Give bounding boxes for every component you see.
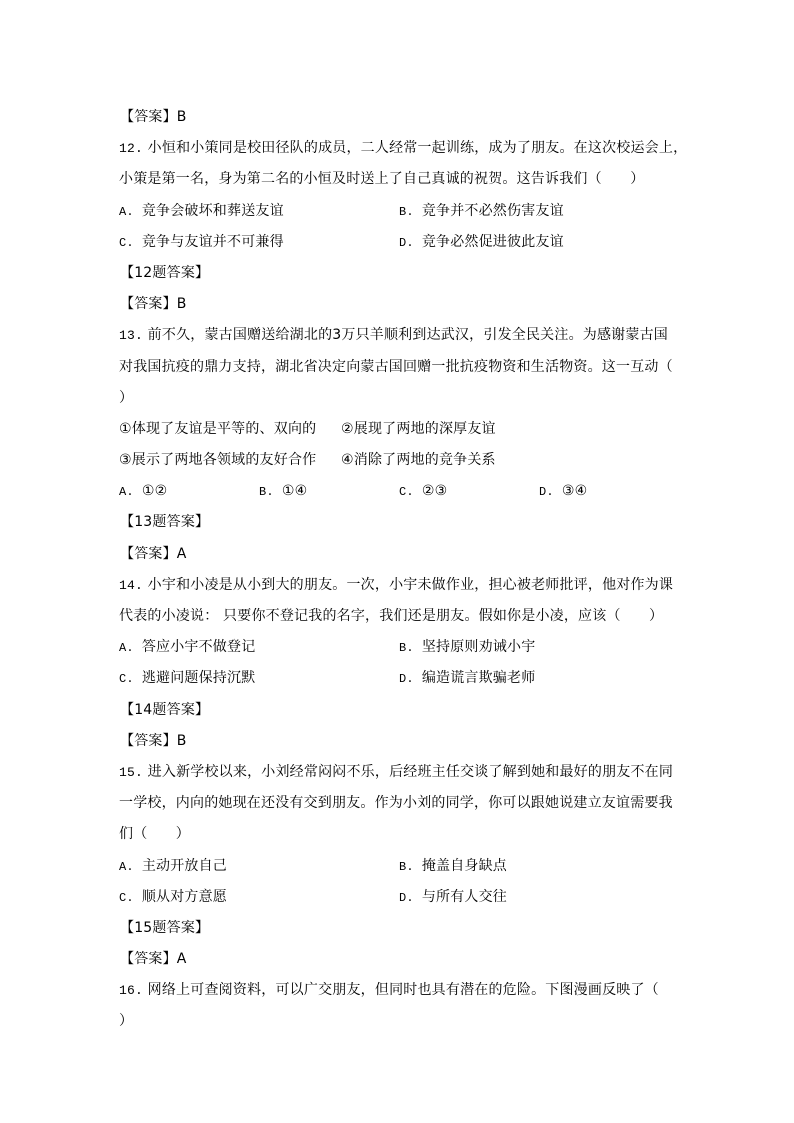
question-14 xyxy=(119,570,679,757)
question-15 xyxy=(119,757,679,975)
option-a: A. ①② xyxy=(119,483,168,500)
statement-row xyxy=(119,414,679,445)
option-a: A. 竞争会破坏和葬送友谊 xyxy=(119,202,284,219)
option-b: B. 竞争并不必然伤害友谊 xyxy=(399,202,564,219)
question-number: 12. xyxy=(119,141,144,157)
question-stem-line xyxy=(119,133,688,164)
question-12 xyxy=(119,133,688,320)
answer-line: 【答案】A xyxy=(120,545,187,562)
question-stem-line xyxy=(119,570,679,601)
option-row xyxy=(119,227,679,258)
question-16 xyxy=(119,975,679,1037)
answer-line: 【答案】A xyxy=(120,951,187,968)
question-stem-line xyxy=(119,757,679,788)
question-stem-line: 代表的小凌说： 只要你不登记我的名字，我们还是朋友。假如你是小凌，应该（ ） xyxy=(119,608,664,624)
question-stem-line xyxy=(119,975,679,1006)
question-stem-line: 小策是第一名，身为第二名的小恒及时送上了自己真诚的祝贺。这告诉我们（ ） xyxy=(119,171,645,188)
option-b: B. 坚持原则劝诫小宇 xyxy=(399,639,536,656)
question-13 xyxy=(119,320,679,570)
question-stem-line: 一学校，内向的她现在还没有交到朋友。作为小刘的同学，你可以跟她说建立友谊需要我 xyxy=(119,795,673,812)
question-text: 小宇和小凌是从小到大的朋友。一次，小宇未做作业，担心被老师批评，他对作为课 xyxy=(147,576,674,593)
option-c: C. ②③ xyxy=(399,483,448,500)
question-number: 14. xyxy=(119,577,144,593)
answer-header: 【13题答案】 xyxy=(120,514,210,531)
question-stem-line: 对我国抗疫的鼎力支持，湖北省决定向蒙古国回赠一批抗疫物资和生活物资。这一互动（ xyxy=(119,358,673,375)
statement-3: ③展示了两地各领域的友好合作 xyxy=(119,452,317,469)
option-d: D. 竞争必然促进彼此友谊 xyxy=(399,233,564,250)
option-row xyxy=(119,632,679,663)
question-stem-line: ） xyxy=(119,389,134,406)
question-number: 15. xyxy=(119,764,144,780)
question-text: 网络上可查阅资料，可以广交朋友，但同时也具有潜在的危险。下图漫画反映了（ xyxy=(147,982,659,999)
answer-header: 【12题答案】 xyxy=(120,264,210,281)
option-row xyxy=(119,663,679,694)
option-row xyxy=(119,476,679,507)
option-d: D. 编造谎言欺骗老师 xyxy=(399,670,536,687)
option-b: B. ①④ xyxy=(259,483,308,500)
statement-4: ④消除了两地的竞争关系 xyxy=(341,452,496,469)
question-stem-line: 们（ ） xyxy=(119,826,190,843)
question-text: 进入新学校以来，小刘经常闷闷不乐，后经班主任交谈了解到她和最好的朋友不在同 xyxy=(147,763,674,780)
answer-line: 【答案】B xyxy=(120,109,187,125)
answer-line: 【答案】B xyxy=(120,296,187,313)
question-stem-line xyxy=(119,320,679,351)
statement-row xyxy=(119,445,679,476)
option-c: C. 逃避问题保持沉默 xyxy=(119,670,256,687)
option-c: C. 顺从对方意愿 xyxy=(119,888,228,905)
question-text: 小恒和小策同是校田径队的成员，二人经常一起训练，成为了朋友。在这次校运会上， xyxy=(147,140,688,157)
question-stem-line: ） xyxy=(119,1013,134,1030)
question-number: 16. xyxy=(119,983,144,999)
option-d: D. 与所有人交往 xyxy=(399,888,508,905)
option-row xyxy=(119,851,679,882)
question-text: 前不久，蒙古国赠送给湖北的3万只羊顺利到达武汉，引发全民关注。为感谢蒙古国 xyxy=(147,327,668,344)
answer-header: 【14题答案】 xyxy=(120,701,210,718)
answer-line: 【答案】B xyxy=(120,732,187,749)
option-row xyxy=(119,196,679,227)
statement-2: ②展现了两地的深厚友谊 xyxy=(341,420,496,437)
answer-header: 【15题答案】 xyxy=(120,919,210,936)
statement-1: ①体现了友谊是平等的、双向的 xyxy=(119,420,317,437)
question-number: 13. xyxy=(119,328,144,344)
option-row xyxy=(119,882,679,913)
option-b: B. 掩盖自身缺点 xyxy=(399,857,508,874)
document-page xyxy=(119,102,688,1038)
option-a: A. 答应小宇不做登记 xyxy=(119,639,256,656)
option-a: A. 主动开放自己 xyxy=(119,857,228,874)
option-c: C. 竞争与友谊并不可兼得 xyxy=(119,233,284,250)
option-d: D. ③④ xyxy=(539,483,588,500)
